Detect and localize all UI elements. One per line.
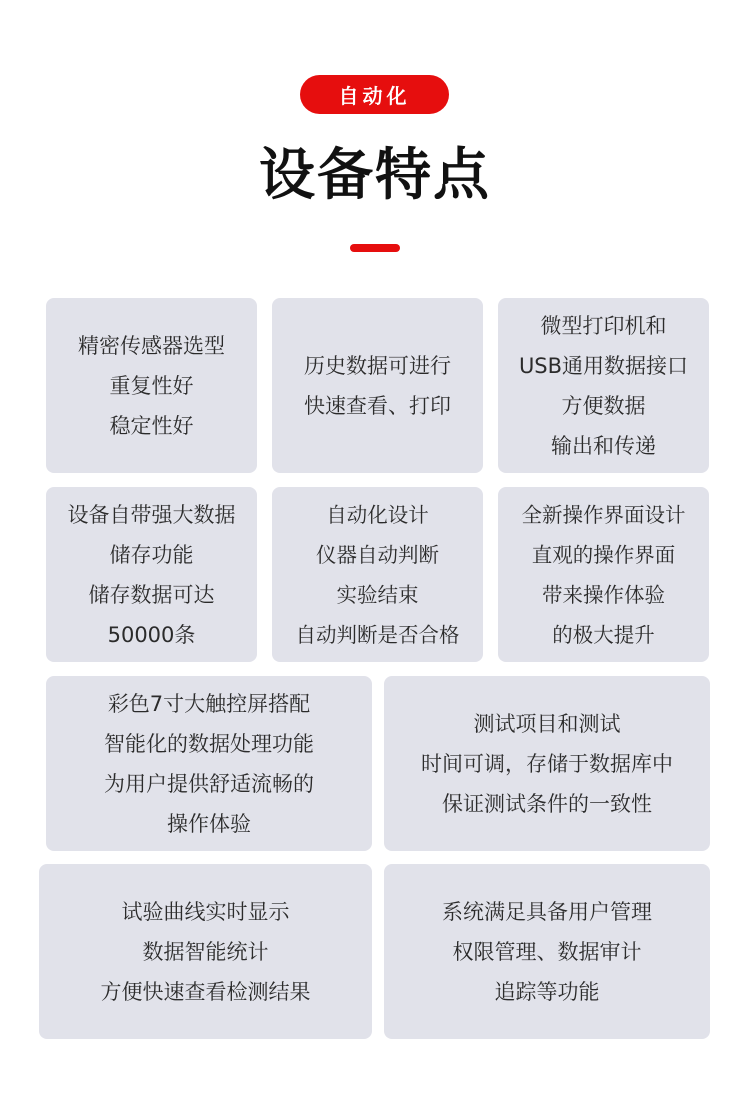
card-line: 直观的操作界面	[531, 542, 676, 567]
title-underline	[350, 244, 400, 252]
page-title: 设备特点	[259, 143, 491, 208]
card-line: 实验结束	[336, 582, 419, 607]
card-line: 仪器自动判断	[316, 542, 439, 567]
card-line: 精密传感器选型	[78, 333, 225, 358]
feature-card-test-settings	[384, 676, 710, 851]
category-badge: 自动化	[300, 75, 449, 114]
card-line: 权限管理、数据审计	[452, 939, 642, 964]
feature-card-storage	[46, 487, 257, 662]
feature-card-sensor	[46, 298, 257, 473]
card-line: USB通用数据接口	[518, 353, 689, 378]
card-line: 微型打印机和	[540, 313, 667, 338]
card-line: 方便快速查看检测结果	[100, 979, 311, 1004]
card-line: 全新操作界面设计	[521, 502, 686, 527]
feature-card-touchscreen	[46, 676, 372, 851]
feature-card-curve-display	[39, 864, 372, 1039]
card-line: 彩色7寸大触控屏搭配	[107, 691, 311, 716]
feature-card-interface	[498, 487, 709, 662]
card-line: 储存功能	[109, 542, 194, 567]
feature-card-history	[272, 298, 483, 473]
feature-card-automation	[272, 487, 483, 662]
card-line: 设备自带强大数据	[67, 502, 236, 527]
card-line: 保证测试条件的一致性	[442, 791, 652, 816]
card-line: 智能化的数据处理功能	[104, 731, 314, 756]
card-line: 输出和传递	[551, 433, 656, 458]
card-line: 追踪等功能	[494, 979, 600, 1004]
card-line: 测试项目和测试	[473, 711, 621, 736]
card-line: 自动化设计	[326, 502, 429, 527]
feature-card-printer	[498, 298, 709, 473]
card-line: 储存数据可达	[88, 582, 215, 607]
card-line: 重复性好	[109, 373, 194, 398]
card-line: 时间可调，存储于数据库中	[421, 751, 673, 776]
card-line: 50000条	[107, 622, 196, 647]
card-line: 快速查看、打印	[304, 393, 451, 418]
card-line: 数据智能统计	[142, 939, 269, 964]
card-line: 带来操作体验	[542, 582, 665, 607]
card-line: 为用户提供舒适流畅的	[104, 771, 314, 796]
card-line: 试验曲线实时显示	[121, 899, 290, 924]
card-line: 方便数据	[561, 393, 646, 418]
feature-card-user-management	[384, 864, 710, 1039]
card-line: 自动判断是否合格	[295, 622, 460, 647]
card-line: 操作体验	[167, 811, 251, 836]
card-line: 历史数据可进行	[304, 353, 451, 378]
card-line: 稳定性好	[109, 413, 194, 438]
card-line: 的极大提升	[552, 622, 655, 647]
card-line: 系统满足具备用户管理	[442, 899, 652, 924]
